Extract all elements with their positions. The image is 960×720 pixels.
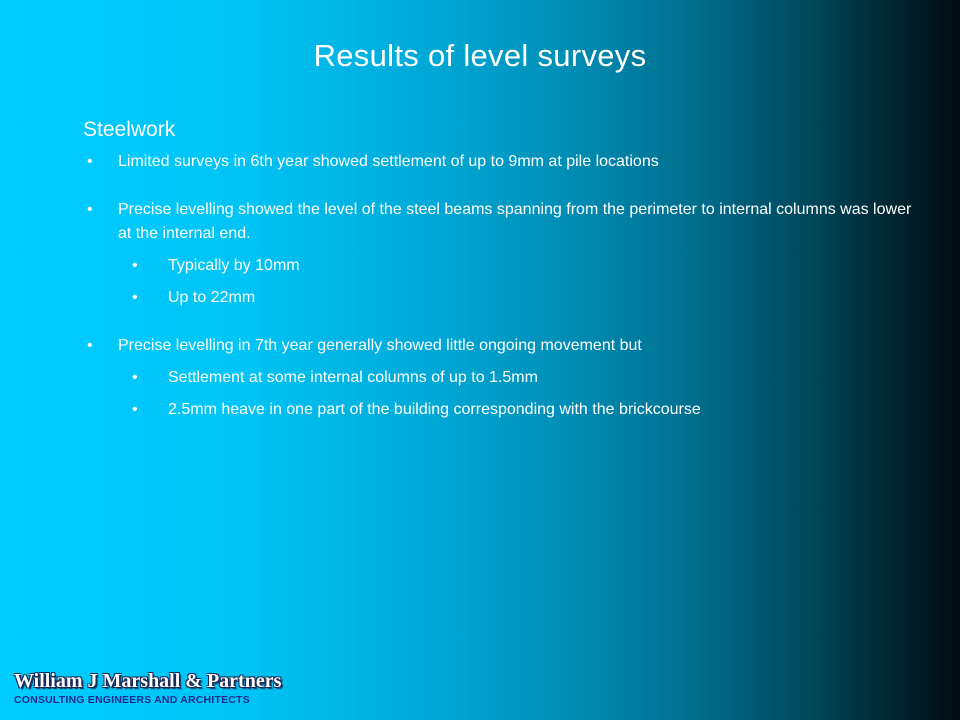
bullet-text: Typically by 10mm [168, 257, 300, 274]
sub-bullet-item [83, 286, 913, 310]
company-logo [14, 670, 281, 706]
bullet-item [83, 198, 913, 246]
company-name: William J Marshall & Partners [14, 670, 282, 692]
bullet-item [83, 150, 913, 174]
bullet-text: Precise levelling in 7th year generally showed little ongoing movement but [118, 337, 642, 354]
company-tagline: CONSULTING ENGINEERS AND ARCHITECTS [14, 694, 250, 706]
slide-title: Results of level surveys [313, 38, 647, 73]
bullet-item [83, 334, 913, 358]
sub-bullet-item [83, 366, 913, 390]
section-heading: Steelwork [83, 118, 176, 141]
bullet-icon: • [132, 401, 138, 418]
sub-bullet-item [83, 254, 913, 278]
bullet-text: Settlement at some internal columns of up to 1.5mm [168, 369, 538, 386]
bullet-icon: • [87, 201, 93, 218]
slide-content [83, 118, 913, 422]
bullet-text: Up to 22mm [168, 289, 256, 306]
bullet-icon: • [132, 289, 138, 306]
bullet-icon: • [87, 337, 93, 354]
bullet-text: 2.5mm heave in one part of the building corresponding with the brickcourse [168, 401, 701, 418]
sub-bullet-item [83, 398, 913, 422]
bullet-text: Precise levelling showed the level of the steel beams spanning from the perimeter to internal columns was lower at the internal end. [118, 201, 912, 242]
bullet-icon: • [87, 153, 93, 170]
bullet-text: Limited surveys in 6th year showed settlement of up to 9mm at pile locations [118, 153, 659, 170]
bullet-icon: • [132, 257, 138, 274]
bullet-icon: • [132, 369, 138, 386]
